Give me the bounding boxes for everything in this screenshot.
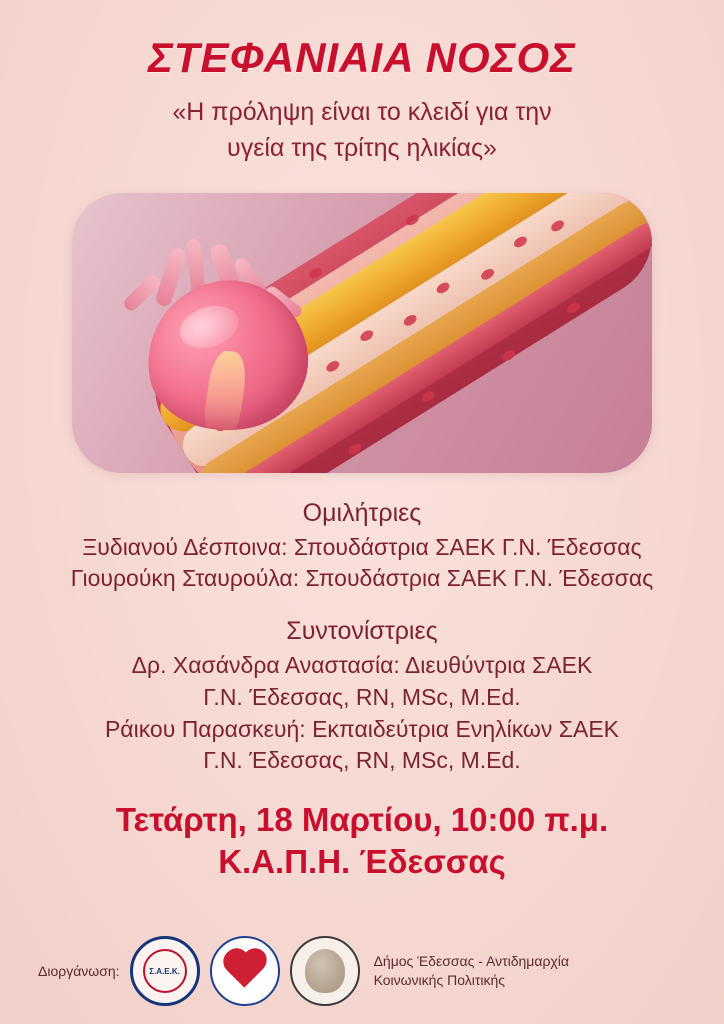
speakers-section [71, 499, 653, 595]
credit-line-2: Κοινωνικής Πολιτικής [373, 972, 506, 988]
credit-text [374, 952, 569, 990]
coordinator-line: Γ.Ν. Έδεσσας, RN, MSc, M.Εd. [203, 683, 521, 710]
coordinators-heading: Συντονίστριες [286, 617, 438, 646]
saek-logo-text: Σ.Α.Ε.Κ. [143, 949, 187, 993]
event-datetime: Τετάρτη, 18 Μαρτίου, 10:00 π.μ. [115, 801, 609, 838]
page-title: ΣΤΕΦΑΝΙΑΙΑ ΝΟΣΟΣ [148, 34, 576, 81]
coordinator-line: Ράικου Παρασκευή: Εκπαιδεύτρια Ενηλίκων ΣΑΕΚ [104, 715, 620, 742]
coordinators-section [105, 617, 619, 777]
speaker-line: Ξυδιανού Δέσποινα: Σπουδάστρια ΣΑΕΚ Γ.Ν. Έδεσσας [82, 533, 642, 560]
heart-icon [127, 241, 337, 441]
heart-icon [227, 952, 262, 987]
event-venue: Κ.Α.Π.Η. Έδεσσας [218, 843, 506, 881]
coordinator-line: Γ.Ν. Έδεσσας, RN, MSc, M.Εd. [203, 747, 521, 774]
credit-line-1: Δήμος Έδεσσας - Αντιδημαρχία [373, 953, 569, 970]
coin-head-icon [305, 949, 345, 993]
organizer-label: Διοργάνωση: [38, 963, 120, 979]
subtitle-line-2: υγεία της τρίτης ηλικίας» [227, 134, 497, 163]
cardiology-heart-logo [210, 936, 280, 1006]
saek-logo [130, 936, 200, 1006]
footer [0, 936, 724, 1006]
subtitle-line-1: «Η πρόληψη είναι το κλειδί για την [172, 98, 552, 127]
speakers-heading: Ομιλήτριες [302, 498, 422, 527]
municipality-coin-logo [290, 936, 360, 1006]
page-subtitle [172, 94, 551, 167]
heart-artery-illustration [72, 193, 652, 473]
coordinator-line: Δρ. Χασάνδρα Αναστασία: Διευθύντρια ΣΑΕΚ [131, 652, 593, 679]
logo-group [130, 936, 360, 1006]
speaker-line: Γιουρούκη Σταυρούλα: Σπουδάστρια ΣΑΕΚ Γ.Ν. Έδεσσας [70, 565, 654, 592]
